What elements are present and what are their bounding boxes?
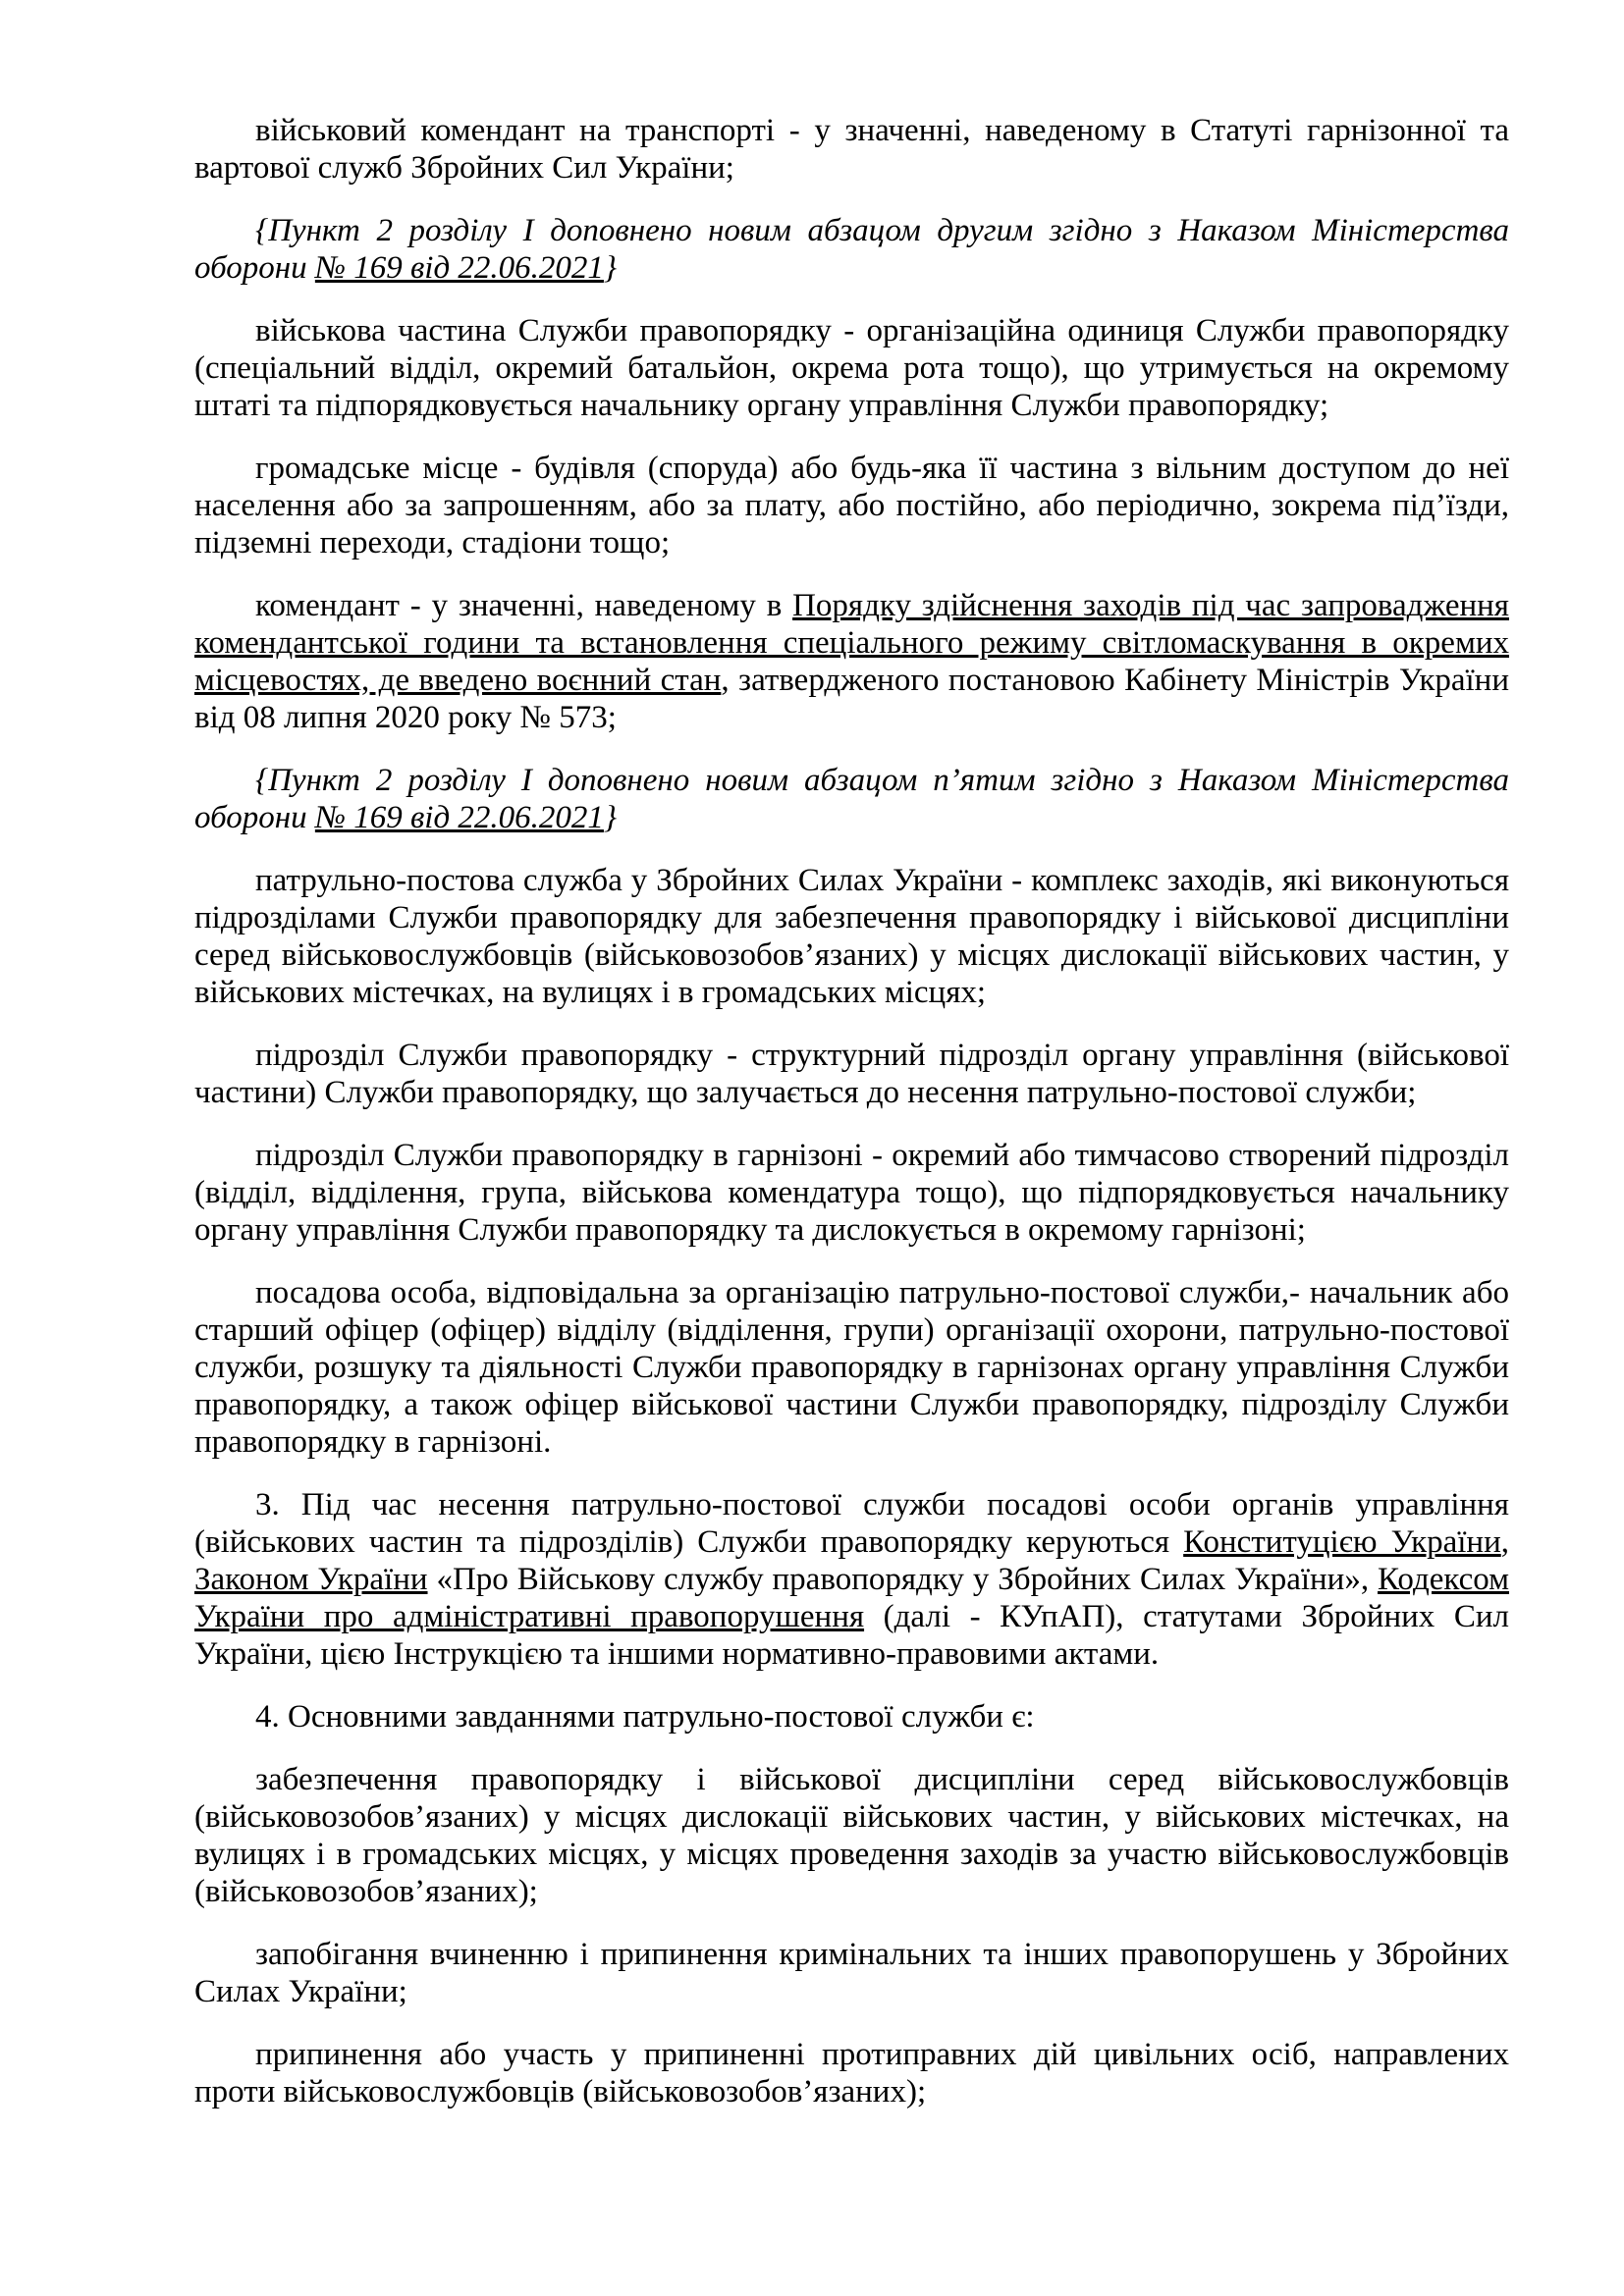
item-3-text-3: «Про Військову службу правопорядку у Збройних Силах України», [427,1562,1379,1597]
definition-responsible-official [194,1274,1509,1461]
definition-military-commandant-transport [194,112,1509,187]
task-prevent-crimes-text: запобігання вчиненню і припинення кримінальних та інших правопорушень у Збройних Силах України; [194,1937,1509,2009]
definition-military-unit-text: військова частина Служби правопорядку - організаційна одиниця Служби правопорядку (спеціальний відділ, окремий батальйон, окрема рота тощо), що утримується на окремому штаті та підпорядковується начальнику органу управління Служби правопорядку; [194,313,1509,423]
amendment-note-1 [194,212,1509,287]
link-administrative-offenses-code[interactable]: Кодексом України про адміністративні правопорушення [194,1562,1509,1634]
item-3-text-1: 3. Під час несення патрульно-постової служби посадові особи органів управління (військових частин та підрозділів) Служби правопорядку керуються [194,1487,1509,1560]
definition-military-commandant-transport-text: військовий комендант на транспорті - у значенні, наведеному в Статуті гарнізонної та вартової служб Збройних Сил України; [194,113,1509,186]
definition-responsible-official-text: посадова особа, відповідальна за організацію патрульно-постової служби,- начальник або старший офіцер (офіцер) відділу (відділення, групи) організації охорони, патрульно-постової служби, розшуку та діяльності Служби правопорядку в гарнізонах органу управління Служби правопорядку, а також офіцер військової частини Служби правопорядку, підрозділу Служби правопорядку в гарнізоні. [194,1275,1509,1460]
definition-subdivision [194,1037,1509,1111]
task-ensure-order-text: забезпечення правопорядку і військової дисципліни серед військовослужбовців (військовозобов’язаних) у місцях дислокації військових частин, у військових містечках, на вулицях і в громадських місцях, у місцях проведення заходів за участю військовослужбовців (військовозобов’язаних); [194,1762,1509,1909]
amendment-note-1-text-2: } [603,250,618,286]
item-3-text-2: , [1500,1524,1509,1560]
definition-garrison-subdivision [194,1137,1509,1249]
definition-commandant-text-2: , затвердженого постановою Кабінету Міністрів України від 08 липня 2020 року № 573; [194,663,1509,735]
definition-military-unit [194,312,1509,424]
definition-commandant [194,587,1509,736]
task-prevent-crimes [194,1936,1509,2010]
link-constitution[interactable]: Конституцією України [1183,1524,1501,1560]
definition-public-place [194,450,1509,561]
task-stop-unlawful-acts [194,2036,1509,2110]
definition-patrol-post-service [194,862,1509,1011]
definition-commandant-text-1: комендант - у значенні, наведеному в [255,588,793,623]
task-stop-unlawful-acts-text: припинення або участь у припиненні протиправних дій цивільних осіб, направлених проти військовослужбовців (військовозобов’язаних); [194,2037,1509,2109]
definition-subdivision-text: підрозділ Служби правопорядку - структурний підрозділ органу управління (військової частини) Служби правопорядку, що залучається до несення патрульно-постової служби; [194,1038,1509,1110]
item-4-main-tasks [194,1698,1509,1735]
amendment-note-2 [194,762,1509,836]
amendment-note-2-text-2: } [603,800,618,835]
task-ensure-order [194,1761,1509,1910]
item-3-legal-basis [194,1486,1509,1673]
item-4-text: 4. Основними завданнями патрульно-постової служби є: [255,1699,1035,1735]
amendment-note-2-text-1: {Пункт 2 розділу І доповнено новим абзацом п’ятим згідно з Наказом Міністерства оборони [194,763,1509,835]
link-law-military-law-enforcement-service[interactable]: Законом України [194,1562,428,1597]
amendment-note-1-text-1: {Пункт 2 розділу І доповнено новим абзацом другим згідно з Наказом Міністерства оборони [194,213,1509,286]
definition-patrol-post-service-text: патрульно-постова служба у Збройних Силах України - комплекс заходів, які виконуються підрозділами Служби правопорядку для забезпечення правопорядку і військової дисципліни серед військовослужбовців (військовозобов’язаних) у місцях дислокації військових частин, у військових містечках, на вулицях і в громадських місцях; [194,863,1509,1010]
link-order-169-note-1[interactable]: № 169 від 22.06.2021 [314,250,604,286]
definition-public-place-text: громадське місце - будівля (споруда) або будь-яка її частина з вільним доступом до неї населення або за запрошенням, або за плату, або постійно, або періодично, зокрема під’їзди, підземні переходи, стадіони тощо; [194,451,1509,561]
item-3-text-4: (далі - КУпАП), статутами Збройних Сил України, цією Інструкцією та іншими нормативно-правовими актами. [194,1599,1509,1672]
definition-garrison-subdivision-text: підрозділ Служби правопорядку в гарнізоні - окремий або тимчасово створений підрозділ (відділ, відділення, група, військова комендатура тощо), що підпорядковується начальнику органу управління Служби правопорядку та дислокується в окремому гарнізоні; [194,1138,1509,1248]
link-curfew-procedure[interactable]: Порядку здійснення заходів під час запровадження комендантської години та встановлення спеціального режиму світломаскування в окремих місцевостях, де введено воєнний стан [194,588,1509,698]
link-order-169-note-2[interactable]: № 169 від 22.06.2021 [314,800,604,835]
